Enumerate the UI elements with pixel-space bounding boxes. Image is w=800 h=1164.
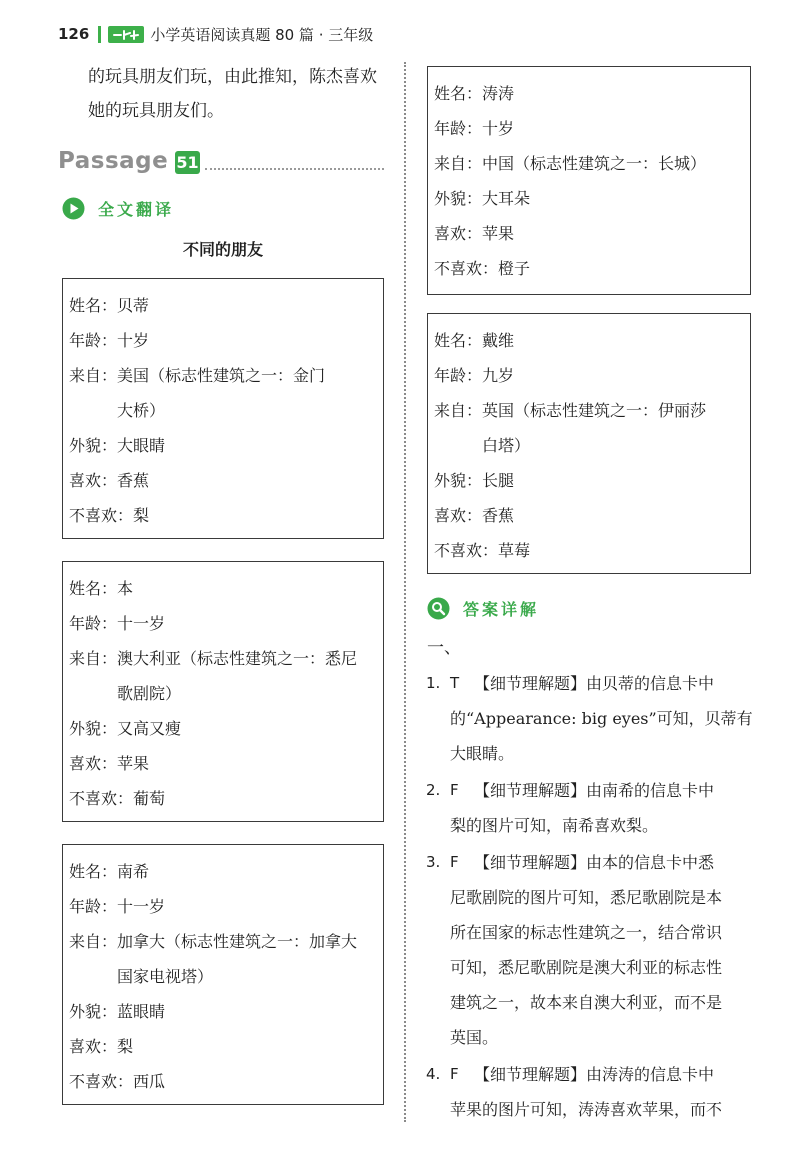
card-age: 年龄：十岁: [434, 119, 515, 138]
answers-heading: 答案详解: [463, 599, 540, 619]
card-from-cont: 歌剧院）: [117, 684, 182, 703]
card-dislikes: 不喜欢：草莓: [434, 541, 531, 560]
info-card-nancy: [62, 844, 384, 1105]
answer-key: F: [450, 781, 459, 799]
answer-line: 尼歌剧院的图片可知，悉尼歌剧院是本: [450, 888, 723, 907]
card-likes: 喜欢：香蕉: [434, 506, 515, 525]
answer-number: 1.: [426, 674, 441, 692]
answer-line: 苹果的图片可知，涛涛喜欢苹果，而不: [450, 1100, 723, 1119]
card-from-cont: 白塔）: [482, 436, 531, 455]
series-logo-icon: [108, 26, 144, 43]
left-column: [58, 60, 384, 1105]
translation-heading: 全文翻译: [98, 199, 175, 219]
card-dislikes: 不喜欢：橙子: [434, 259, 531, 278]
answer-line: 所在国家的标志性建筑之一，结合常识: [450, 923, 723, 942]
answer-line: 建筑之一，故本来自澳大利亚，而不是: [450, 993, 723, 1012]
right-column: [427, 66, 751, 1127]
card-age: 年龄：十一岁: [69, 897, 166, 916]
card-age: 年龄：十一岁: [69, 614, 166, 633]
passage-number: 51: [176, 153, 199, 172]
play-circle-icon: [62, 197, 85, 220]
card-age: 年龄：十岁: [69, 331, 150, 350]
page-header: [58, 22, 373, 46]
card-name: 姓名：戴维: [434, 331, 515, 350]
header-separator: [98, 26, 101, 43]
answer-line: 的“Appearance: big eyes”可知，贝蒂有: [450, 709, 753, 728]
card-likes: 喜欢：苹果: [434, 224, 515, 243]
card-looks: 外貌：长腿: [434, 471, 515, 490]
answer-key: T: [450, 674, 460, 692]
magnifier-circle-icon: [427, 597, 450, 620]
answer-line: 大眼睛。: [450, 744, 515, 763]
answers-list: [427, 632, 751, 1127]
answer-item: [427, 1057, 751, 1127]
answer-line: 英国。: [450, 1028, 499, 1047]
card-from: 来自：美国（标志性建筑之一：金门: [69, 366, 326, 385]
heading-dotted-rule: [205, 168, 384, 170]
card-looks: 外貌：蓝眼睛: [69, 1002, 166, 1021]
answer-key: F: [450, 1065, 459, 1083]
answer-number: 3.: [426, 853, 441, 871]
answer-line: 可知，悉尼歌剧院是澳大利亚的标志性: [450, 958, 723, 977]
info-card-taotao: [427, 66, 751, 295]
answer-line: 【细节理解题】由南希的信息卡中: [474, 781, 715, 800]
card-from: 来自：加拿大（标志性建筑之一：加拿大: [69, 932, 358, 951]
card-from: 来自：澳大利亚（标志性建筑之一：悉尼: [69, 649, 358, 668]
answer-part-label: 一、: [427, 638, 461, 658]
story-title: 不同的朋友: [182, 240, 263, 259]
answer-number: 2.: [426, 781, 441, 799]
passage-heading: [58, 132, 384, 192]
card-name: 姓名：本: [69, 579, 134, 598]
book-title: 小学英语阅读真题 80 篇 · 三年级: [150, 25, 374, 44]
answer-item: [427, 666, 751, 771]
info-card-betty: [62, 278, 384, 539]
answer-key: F: [450, 853, 459, 871]
intro-line: 她的玩具朋友们。: [88, 101, 224, 121]
card-from-cont: 大桥）: [117, 401, 166, 420]
previous-passage-tail: [88, 60, 388, 128]
answer-item: [427, 773, 751, 843]
card-likes: 喜欢：梨: [69, 1037, 134, 1056]
answer-line: 【细节理解题】由贝蒂的信息卡中: [474, 674, 715, 693]
card-name: 姓名：贝蒂: [69, 296, 150, 315]
card-name: 姓名：南希: [69, 862, 150, 881]
card-dislikes: 不喜欢：葡萄: [69, 789, 166, 808]
card-looks: 外貌：大眼睛: [69, 436, 166, 455]
page-number: 126: [58, 25, 90, 43]
card-dislikes: 不喜欢：西瓜: [69, 1072, 166, 1091]
card-looks: 外貌：又高又瘦: [69, 719, 182, 738]
info-card-ben: [62, 561, 384, 822]
translation-section-heading: [62, 192, 384, 224]
card-from-cont: 国家电视塔）: [117, 967, 214, 986]
card-age: 年龄：九岁: [434, 366, 515, 385]
card-likes: 喜欢：香蕉: [69, 471, 150, 490]
card-from: 来自：英国（标志性建筑之一：伊丽莎: [434, 401, 707, 420]
answer-line: 【细节理解题】由本的信息卡中悉: [474, 853, 715, 872]
card-looks: 外貌：大耳朵: [434, 189, 531, 208]
intro-line: 的玩具朋友们玩，由此推知，陈杰喜欢: [88, 67, 377, 87]
answer-line: 梨的图片可知，南希喜欢梨。: [450, 816, 659, 835]
answer-number: 4.: [426, 1065, 441, 1083]
card-dislikes: 不喜欢：梨: [69, 506, 150, 525]
column-divider: [404, 62, 406, 1122]
answers-section-heading: [427, 592, 751, 624]
info-card-david: [427, 313, 751, 574]
answer-item: [427, 845, 751, 1055]
passage-label: Passage: [58, 148, 169, 174]
card-likes: 喜欢：苹果: [69, 754, 150, 773]
answer-line: 【细节理解题】由涛涛的信息卡中: [474, 1065, 715, 1084]
card-from: 来自：中国（标志性建筑之一：长城）: [434, 154, 707, 173]
card-name: 姓名：涛涛: [434, 84, 515, 103]
